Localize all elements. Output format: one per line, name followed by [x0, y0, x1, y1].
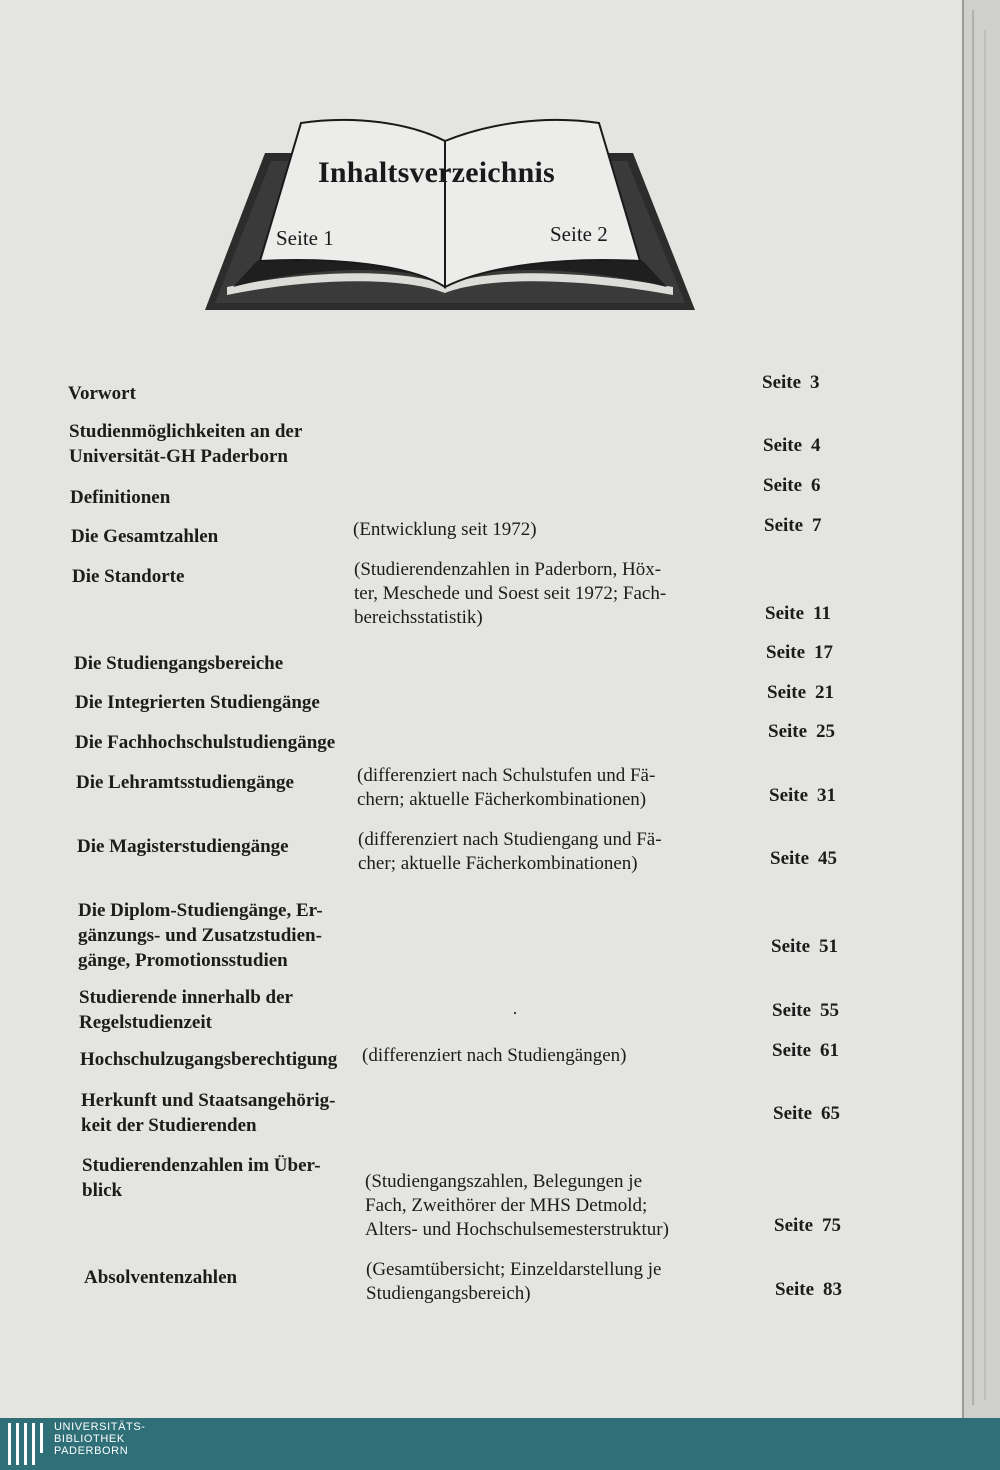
- page-number: 3: [810, 372, 820, 393]
- toc-entry-page: [770, 848, 837, 870]
- toc-entry-title: Die Integrierten Studiengänge: [75, 692, 320, 713]
- toc-entry-title: Die Diplom-Studiengänge, Er- gänzungs- und Zusatzstudien- gänge, Promotionsstudien: [78, 900, 323, 971]
- page-label: Seite: [764, 515, 804, 536]
- toc-entry-title: Die Fachhochschulstudiengänge: [75, 732, 336, 753]
- page-label: Seite: [765, 603, 805, 624]
- toc-entry-title: Hochschulzugangsberechtigung: [80, 1049, 338, 1070]
- library-logo-text: [54, 1421, 146, 1457]
- toc-entry-page: [762, 372, 820, 394]
- toc-entry-title: Die Gesamtzahlen: [71, 526, 219, 547]
- page-number: 21: [815, 682, 835, 703]
- page-label: Seite: [767, 682, 807, 703]
- page-label: Seite: [775, 1279, 815, 1300]
- footer-bar: [0, 1418, 1000, 1470]
- page-edge-line: [972, 10, 974, 1405]
- page-stack-edge: [962, 0, 1000, 1418]
- toc-entry-title: Die Lehramtsstudiengänge: [76, 772, 294, 793]
- logo-line: UNIVERSITÄTS-: [54, 1421, 146, 1433]
- book-right-page-label: Seite 2: [550, 222, 608, 246]
- toc-entry-description: (Gesamtübersicht; Einzeldarstellung je Studiengangsbereich): [366, 1259, 662, 1304]
- stray-mark: ·: [512, 1003, 518, 1023]
- page-label: Seite: [762, 372, 802, 393]
- page-number: 45: [818, 848, 838, 869]
- toc-entry-page: [768, 721, 835, 743]
- toc-entry-page: [774, 1215, 841, 1237]
- toc-entry-description: (differenziert nach Schulstufen und Fä- chern; aktuelle Fächerkombinationen): [357, 765, 656, 810]
- page-edge-line: [962, 0, 964, 1418]
- page-label: Seite: [772, 1040, 812, 1061]
- logo-line: BIBLIOTHEK: [54, 1433, 125, 1445]
- library-logo-icon: [8, 1423, 48, 1465]
- page-number: 65: [821, 1103, 841, 1124]
- page-number: 51: [819, 936, 839, 957]
- toc-entry-title: Die Studiengangsbereiche: [74, 653, 284, 674]
- page-edge-line: [984, 30, 986, 1400]
- page-label: Seite: [774, 1215, 814, 1236]
- toc-entry-description: (Entwicklung seit 1972): [353, 519, 537, 540]
- toc-entry-page: [766, 642, 833, 664]
- toc-entry-page: [775, 1279, 842, 1301]
- toc-entry-title: Die Magisterstudiengänge: [77, 836, 289, 857]
- toc-entry-title: Vorwort: [68, 383, 136, 404]
- logo-line: PADERBORN: [54, 1445, 129, 1457]
- page-number: 7: [812, 515, 822, 536]
- toc-entry-description: (differenziert nach Studiengang und Fä- cher; aktuelle Fächerkombinationen): [358, 829, 662, 874]
- toc-entry-title: Absolventenzahlen: [84, 1267, 238, 1288]
- toc-entry-page: [763, 475, 821, 497]
- page-number: 11: [813, 603, 831, 624]
- page-label: Seite: [773, 1103, 813, 1124]
- toc-entry-title: Definitionen: [70, 487, 171, 508]
- toc-entry-page: [763, 435, 821, 457]
- page-label: Seite: [769, 785, 809, 806]
- page-label: Seite: [763, 475, 803, 496]
- page-label: Seite: [772, 1000, 812, 1021]
- book-left-page-label: Seite 1: [276, 226, 334, 250]
- page-title: Inhaltsverzeichnis: [318, 156, 555, 189]
- page-number: 61: [820, 1040, 840, 1061]
- page-number: 6: [811, 475, 821, 496]
- toc-entry-page: [772, 1000, 839, 1022]
- toc-entry-description: (differenziert nach Studiengängen): [362, 1045, 627, 1066]
- page-label: Seite: [768, 721, 808, 742]
- page-label: Seite: [766, 642, 806, 663]
- page-label: Seite: [763, 435, 803, 456]
- page-number: 31: [817, 785, 837, 806]
- toc-entry-page: [773, 1103, 840, 1125]
- toc-entry-page: [769, 785, 836, 807]
- toc-entry-page: [765, 603, 831, 625]
- toc-entry-page: [772, 1040, 839, 1062]
- toc-entry-description: (Studiengangszahlen, Belegungen je Fach, Zweithörer der MHS Detmold; Alters- und Hochschulsemesterstruktur): [365, 1171, 669, 1240]
- open-book-illustration: [205, 115, 695, 320]
- toc-entry-title: Studierende innerhalb der Regelstudienzeit: [79, 987, 293, 1033]
- toc-entry-title: Herkunft und Staatsangehörig- keit der Studierenden: [81, 1090, 336, 1136]
- toc-entry-page: [767, 682, 834, 704]
- toc-entry-page: [764, 515, 822, 537]
- page-label: Seite: [770, 848, 810, 869]
- page-label: Seite: [771, 936, 811, 957]
- toc-entry-description: (Studierendenzahlen in Paderborn, Höx- ter, Meschede und Soest seit 1972; Fach- bereichsstatistik): [354, 559, 667, 628]
- page-number: 83: [823, 1279, 843, 1300]
- toc-entry-page: [771, 936, 838, 958]
- toc-entry-title: Studierendenzahlen im Über- blick: [82, 1155, 321, 1201]
- toc-entry-title: Die Standorte: [72, 566, 185, 587]
- page-number: 75: [822, 1215, 842, 1236]
- page-number: 55: [820, 1000, 840, 1021]
- toc-entry-title: Studienmöglichkeiten an der Universität-GH Paderborn: [69, 421, 303, 467]
- page-number: 17: [814, 642, 834, 663]
- page-number: 25: [816, 721, 836, 742]
- page-number: 4: [811, 435, 821, 456]
